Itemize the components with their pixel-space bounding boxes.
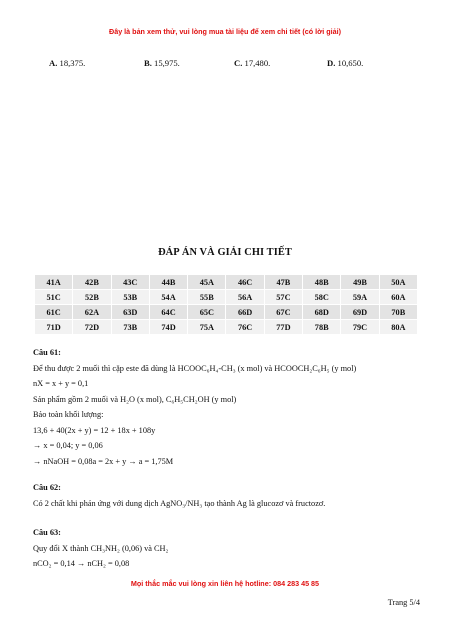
answer-cell: 51C bbox=[35, 290, 73, 305]
answer-cell: 75A bbox=[188, 320, 226, 335]
answer-cell: 64C bbox=[149, 305, 187, 320]
answer-cell: 73B bbox=[111, 320, 149, 335]
solution-line: Sản phẩm gồm 2 muối và H₂O (x mol), C₆H₅CH₂OH (y mol) bbox=[33, 395, 237, 404]
answer-cell: 57C bbox=[264, 290, 302, 305]
solution-line: Có 2 chất khi phản ứng với dung dịch AgNO₃/NH₃ tạo thành Ag là glucozơ và fructozơ. bbox=[33, 499, 326, 508]
answer-cell: 62A bbox=[73, 305, 111, 320]
option-a bbox=[49, 58, 85, 68]
answer-cell: 45A bbox=[188, 275, 226, 290]
solution-line: nX = x + y = 0,1 bbox=[33, 379, 89, 388]
answer-cell: 44B bbox=[149, 275, 187, 290]
solution-line: Quy đổi X thành CH₃NH₂ (0,06) và CH₂ bbox=[33, 544, 169, 553]
answer-row bbox=[35, 305, 418, 320]
answer-cell: 61C bbox=[35, 305, 73, 320]
answer-cell: 77D bbox=[264, 320, 302, 335]
preview-notice-banner: Đây là bản xem thử, vui lòng mua tài liệu để xem chi tiết (có lời giải) bbox=[109, 27, 341, 36]
answer-cell: 42B bbox=[73, 275, 111, 290]
answer-cell: 60A bbox=[379, 290, 417, 305]
question-title: Câu 62: bbox=[33, 483, 61, 492]
option-letter: A. bbox=[49, 58, 58, 68]
answer-cell: 55B bbox=[188, 290, 226, 305]
answer-key-table bbox=[34, 274, 418, 335]
solution-line: nCO₂ = 0,14 → nCH₂ = 0,08 bbox=[33, 559, 130, 568]
option-letter: B. bbox=[144, 58, 152, 68]
answer-cell: 41A bbox=[35, 275, 73, 290]
question-title: Câu 63: bbox=[33, 528, 61, 537]
option-value: 15,975. bbox=[154, 58, 180, 68]
answer-cell: 53B bbox=[111, 290, 149, 305]
answer-cell: 50A bbox=[379, 275, 417, 290]
solution-line: → x = 0,04; y = 0,06 bbox=[33, 441, 103, 450]
answer-cell: 43C bbox=[111, 275, 149, 290]
solution-line: Bảo toàn khối lượng: bbox=[33, 410, 104, 419]
answer-cell: 69D bbox=[341, 305, 379, 320]
answer-cell: 52B bbox=[73, 290, 111, 305]
solution-line: 13,6 + 40(2x + y) = 12 + 18x + 108y bbox=[33, 426, 156, 435]
answer-cell: 63D bbox=[111, 305, 149, 320]
answer-cell: 54A bbox=[149, 290, 187, 305]
option-c bbox=[234, 58, 270, 68]
option-value: 18,375. bbox=[59, 58, 86, 68]
answer-cell: 67C bbox=[264, 305, 302, 320]
answer-cell: 65C bbox=[188, 305, 226, 320]
answer-cell: 59A bbox=[341, 290, 379, 305]
solution-line: → nNaOH = 0,08a = 2x + y → a = 1,75M bbox=[33, 457, 174, 466]
answer-cell: 46C bbox=[226, 275, 264, 290]
answer-cell: 70B bbox=[379, 305, 417, 320]
answer-key-heading: ĐÁP ÁN VÀ GIẢI CHI TIẾT bbox=[158, 247, 292, 258]
answer-cell: 78B bbox=[303, 320, 341, 335]
page-number: Trang 5/4 bbox=[387, 598, 420, 607]
answer-cell: 68D bbox=[303, 305, 341, 320]
answer-cell: 58C bbox=[303, 290, 341, 305]
answer-cell: 47B bbox=[264, 275, 302, 290]
option-d bbox=[327, 58, 363, 68]
solution-line: Để thu được 2 muối thì cặp este đã dùng là HCOOC₆H₄-CH₃ (x mol) và HCOOCH₂C₆H₅ (y mol) bbox=[33, 364, 357, 373]
hotline-banner: Mọi thắc mắc vui lòng xin liên hệ hotline: 084 283 45 85 bbox=[130, 579, 320, 588]
answer-cell: 56A bbox=[226, 290, 264, 305]
option-letter: C. bbox=[234, 58, 243, 68]
answer-row bbox=[35, 275, 418, 290]
answer-cell: 71D bbox=[35, 320, 73, 335]
answer-row bbox=[35, 320, 418, 335]
answer-row bbox=[35, 290, 418, 305]
question-title: Câu 61: bbox=[33, 348, 61, 357]
answer-cell: 76C bbox=[226, 320, 264, 335]
option-b bbox=[144, 58, 180, 68]
answer-cell: 49B bbox=[341, 275, 379, 290]
answer-cell: 74D bbox=[149, 320, 187, 335]
option-letter: D. bbox=[327, 58, 336, 68]
option-value: 10,650. bbox=[337, 58, 364, 68]
answer-cell: 48B bbox=[303, 275, 341, 290]
answer-cell: 72D bbox=[73, 320, 111, 335]
option-value: 17,480. bbox=[244, 58, 271, 68]
answer-cell: 66D bbox=[226, 305, 264, 320]
answer-cell: 79C bbox=[341, 320, 379, 335]
answer-cell: 80A bbox=[379, 320, 417, 335]
